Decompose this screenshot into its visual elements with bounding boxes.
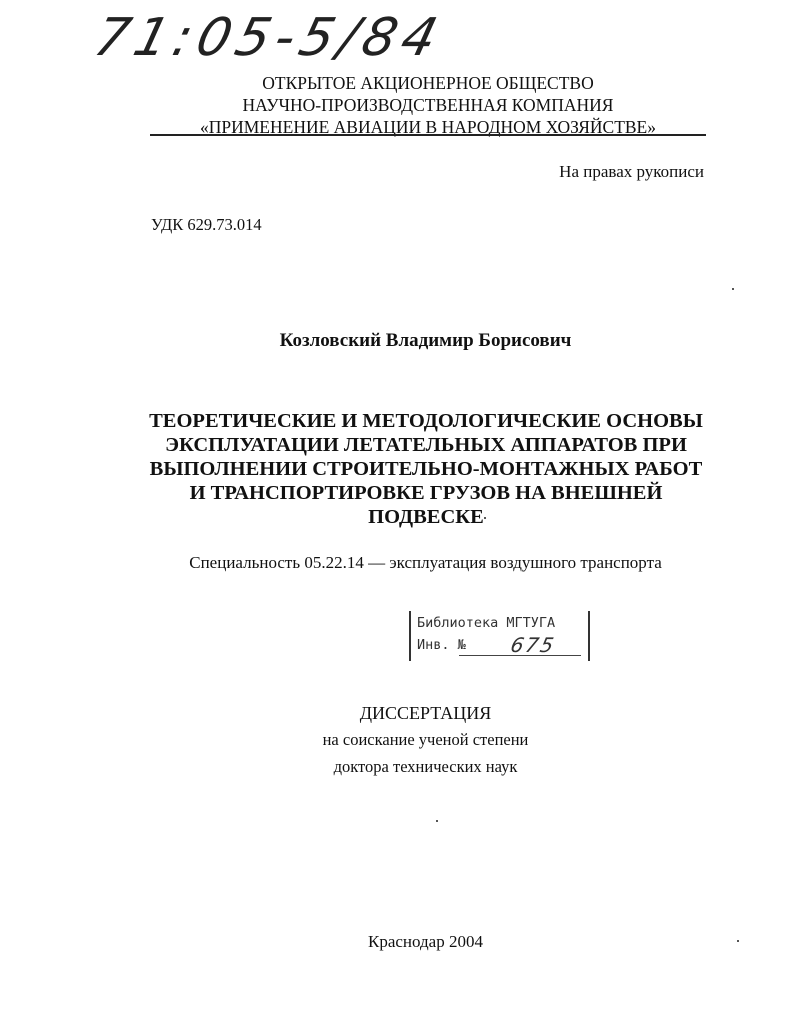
degree-line-1: на соискание ученой степени xyxy=(322,730,529,749)
organization-header xyxy=(150,72,706,138)
author-name: Козловский Владимир Борисович xyxy=(279,330,572,351)
library-stamp xyxy=(409,611,590,661)
udk-code: УДК 629.73.014 xyxy=(151,215,262,234)
manuscript-note: На правах рукописи xyxy=(559,162,704,181)
library-stamp-label: Библиотека МГТУГА xyxy=(417,615,556,631)
degree-line-2: доктора технических наук xyxy=(333,757,518,776)
dissertation-heading: ДИССЕРТАЦИЯ xyxy=(359,703,492,723)
scan-speck xyxy=(732,288,734,290)
specialty: Специальность 05.22.14 — эксплуатация воздушного транспорта xyxy=(189,553,662,572)
inventory-number: 675 xyxy=(508,633,558,657)
inventory-underline xyxy=(459,655,581,656)
handwritten-catalog-code: 71:05-5/84 xyxy=(88,8,449,68)
title-line: ЭКСПЛУАТАЦИИ ЛЕТАТЕЛЬНЫХ АППАРАТОВ ПРИ xyxy=(165,434,687,456)
organization-line-1: ОТКРЫТОЕ АКЦИОНЕРНОЕ ОБЩЕСТВО xyxy=(262,73,594,93)
title-line: ВЫПОЛНЕНИИ СТРОИТЕЛЬНО-МОНТАЖНЫХ РАБОТ xyxy=(149,458,703,480)
scan-speck xyxy=(484,517,486,519)
scan-speck xyxy=(436,820,438,822)
organization-line-3: «ПРИМЕНЕНИЕ АВИАЦИИ В НАРОДНОМ ХОЗЯЙСТВЕ» xyxy=(199,117,656,137)
organization-line-2: НАУЧНО-ПРОИЗВОДСТВЕННАЯ КОМПАНИЯ xyxy=(242,95,614,115)
inventory-label: Инв. № xyxy=(417,637,466,653)
title-line: ТЕОРЕТИЧЕСКИЕ И МЕТОДОЛОГИЧЕСКИЕ ОСНОВЫ xyxy=(149,410,703,432)
scan-speck xyxy=(737,940,739,942)
title-line: И ТРАНСПОРТИРОВКЕ ГРУЗОВ НА ВНЕШНЕЙ xyxy=(189,482,663,504)
place-and-year: Краснодар 2004 xyxy=(368,932,483,951)
header-divider xyxy=(150,134,706,136)
dissertation-title xyxy=(140,409,712,529)
title-line: ПОДВЕСКЕ xyxy=(368,506,484,528)
